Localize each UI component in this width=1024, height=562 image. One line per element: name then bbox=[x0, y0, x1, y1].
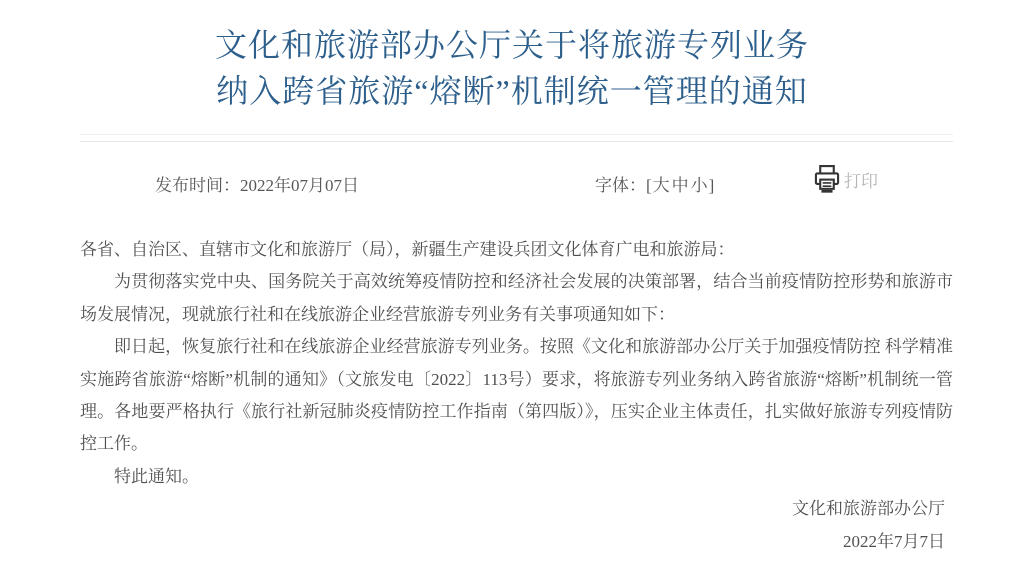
body-closing: 特此通知。 bbox=[114, 466, 199, 486]
font-size-option-small[interactable]: 小 bbox=[690, 176, 708, 195]
notice-title-line1: 文化和旅游部办公厅关于将旅游专列业务 bbox=[214, 27, 809, 63]
font-size-label: 字体： bbox=[595, 176, 646, 195]
divider bbox=[80, 134, 953, 142]
notice-body bbox=[80, 234, 953, 558]
body-paragraph-1: 为贯彻落实党中央、国务院关于高效统筹疫情防控和经济社会发展的决策部署，结合当前疫情防控形势和旅游市场发展情况，现就旅行社和在线旅游企业经营旅游专列业务有关事项通知如下： bbox=[80, 272, 953, 324]
body-salutation: 各省、自治区、直辖市文化和旅游厅（局），新疆生产建设兵团文化体育广电和旅游局： bbox=[80, 240, 735, 259]
body-paragraph-2: 即日起，恢复旅行社和在线旅游企业经营旅游专列业务。按照《文化和旅游部办公厅关于加强疫情防控 科学精准实施跨省旅游“熔断”机制的通知》（文旅发电〔2022〕113号）要求，将旅游专列业务纳入跨省旅游“熔断”机制统一管理。各地要严格执行《旅行社新冠肺炎疫情防控工作指南（第四版）》，压实企业主体责任，扎实做好旅游专列疫情防控工作。 bbox=[80, 337, 953, 454]
font-size-option-medium[interactable]: 中 bbox=[671, 176, 689, 195]
signature-organization: 文化和旅游部办公厅 bbox=[792, 499, 945, 519]
notice-title bbox=[0, 22, 1024, 114]
print-button[interactable] bbox=[812, 163, 878, 195]
printer-icon bbox=[812, 163, 842, 195]
font-size-option-large[interactable]: 大 bbox=[652, 176, 670, 195]
font-bracket-right: ] bbox=[708, 176, 715, 195]
publish-time: 发布时间：2022年07月07日 bbox=[155, 176, 359, 195]
notice-title-line2: 纳入跨省旅游“熔断”机制统一管理的通知 bbox=[216, 73, 808, 109]
font-size-selector bbox=[595, 171, 714, 196]
font-bracket-left: [ bbox=[646, 176, 652, 195]
print-button-label: 打印 bbox=[844, 171, 878, 191]
signature-date: 2022年7月7日 bbox=[843, 531, 945, 551]
signature-block bbox=[80, 493, 953, 558]
